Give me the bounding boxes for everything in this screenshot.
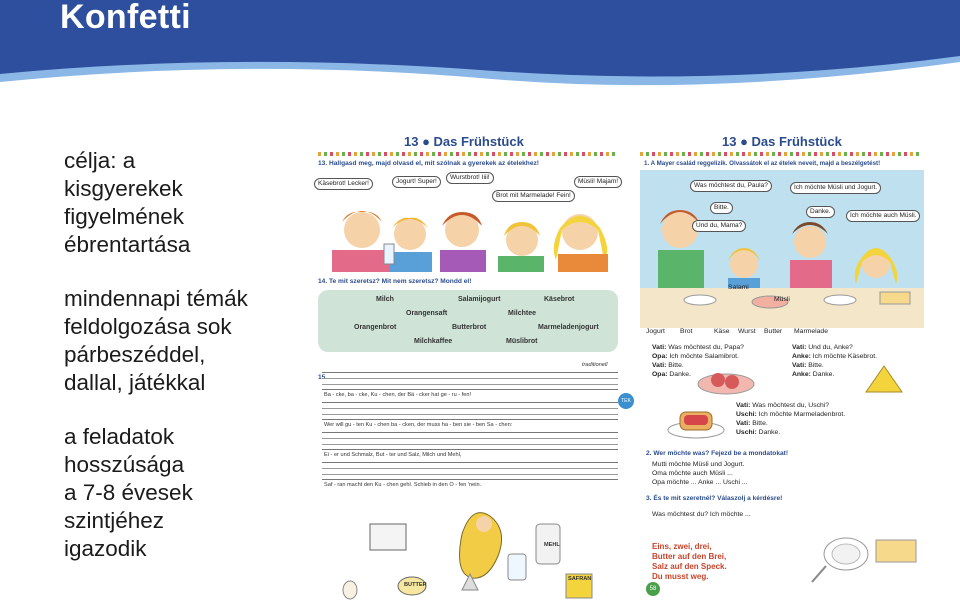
music-staff	[322, 402, 618, 420]
speaker: Vati:	[652, 344, 667, 351]
salami-plate-icon	[696, 366, 756, 396]
dialog-line	[736, 402, 829, 409]
food-word: Milchtee	[508, 310, 537, 317]
food-label: Marmelade	[794, 328, 828, 335]
children-illustration	[312, 200, 634, 272]
family-breakfast-illustration	[640, 170, 924, 328]
rhyme-line: Salz auf den Speck.	[652, 562, 727, 571]
page-number: 58	[646, 582, 660, 596]
song-credit: traditionell	[582, 362, 608, 368]
speaker: Vati:	[652, 362, 667, 369]
dialog-line	[792, 353, 877, 360]
task-15: 15.	[318, 374, 328, 381]
item-label: MEHL	[544, 542, 560, 548]
speaker: Anke:	[792, 353, 811, 360]
utterance: Ich möchte Marmeladenbrot.	[758, 411, 846, 418]
textbook-page-right	[636, 130, 926, 600]
speaker: Uschi:	[736, 429, 757, 436]
slide-title: Konfetti	[60, 0, 191, 36]
dotted-rule	[640, 152, 922, 156]
food-word: Käsebrot	[544, 296, 575, 303]
bullet-line: mindennapi témák	[64, 286, 248, 311]
task-1: 1. A Mayer család reggelizik. Olvassátok el az ételek neveit, majd a beszélgetést!	[644, 160, 881, 167]
baking-illustration	[312, 494, 634, 600]
song-lyric: Saf - ran macht den Ku - chen gehl. Schieb in den O - fen 'nein.	[324, 482, 482, 488]
music-staff	[322, 432, 618, 450]
utterance: Was möchtest du, Papa?	[668, 344, 744, 351]
bullet-line: hosszúsága	[64, 452, 185, 477]
dialog-line	[652, 362, 684, 369]
speaker: Uschi:	[736, 411, 757, 418]
rhyme-line: Du musst weg.	[652, 572, 709, 581]
food-word: Marmeladenjogurt	[538, 324, 599, 331]
speaker: Vati:	[736, 402, 751, 409]
rhyme-line: Butter auf den Brei,	[652, 552, 727, 561]
song-lyric: Ba - cke, ba - cke, Ku - chen, der Bä - cker hat ge - ru - fen!	[324, 392, 472, 398]
food-word: Salamijogurt	[458, 296, 501, 303]
bullet-line: párbeszéddel,	[64, 342, 206, 367]
dialog-line	[792, 344, 853, 351]
dialog-line	[736, 420, 768, 427]
rhyme	[652, 542, 727, 582]
speaker: Vati:	[736, 420, 751, 427]
bullet-item	[64, 285, 324, 397]
breakfast-table-illustration	[806, 526, 922, 586]
bullet-line: dallal, játékkal	[64, 370, 206, 395]
dialog-line	[652, 344, 744, 351]
utterance: Ich möchte Käsebrot.	[812, 353, 878, 360]
food-word: Milchkaffee	[414, 338, 453, 345]
food-word: Müslibrot	[506, 338, 538, 345]
bullet-line: célja: a	[64, 148, 136, 173]
textbook-page-left	[312, 130, 634, 600]
rhyme-line: Eins, zwei, drei,	[652, 542, 712, 551]
speech-bubble: Danke.	[806, 206, 835, 218]
exercise-line: Oma möchte auch Müsli ...	[652, 470, 733, 477]
cheese-icon	[864, 362, 904, 398]
dotted-rule	[318, 152, 618, 156]
bullet-list	[64, 147, 324, 589]
utterance: Danke.	[669, 371, 691, 378]
speech-bubble: Jogurt! Super!	[392, 176, 441, 188]
page-title-right: 13 ● Das Frühstück	[722, 134, 842, 149]
item-label: BUTTER	[404, 582, 427, 588]
dialog-line	[736, 411, 845, 418]
speech-bubble: Was möchtest du, Paula?	[690, 180, 772, 192]
bullet-item	[64, 423, 324, 563]
tek-badge: TEK	[618, 393, 634, 409]
speech-bubble: Wurstbrot! Iiii!	[446, 172, 494, 184]
bullet-line: szintjéhez	[64, 508, 165, 533]
speech-bubble: Brot mit Marmelade! Fein!	[492, 190, 575, 202]
speaker: Vati:	[792, 344, 807, 351]
bullet-line: kisgyerekek	[64, 176, 183, 201]
task-2: 2. Wer möchte was? Fejezd be a mondatokat!	[646, 450, 789, 457]
dialog-line	[652, 371, 691, 378]
dialog-line	[652, 353, 739, 360]
speaker: Vati:	[792, 362, 807, 369]
music-staff	[322, 372, 618, 390]
exercise-line: Was möchtest du? Ich möchte ...	[652, 511, 751, 518]
utterance: Danke.	[758, 429, 781, 436]
page-title-left: 13 ● Das Frühstück	[404, 134, 524, 149]
jam-bread-icon	[666, 406, 726, 440]
utterance: Danke.	[812, 371, 835, 378]
utterance: Bitte.	[752, 420, 768, 427]
exercise-line: Opa möchte ... Anke ... Uschi ...	[652, 479, 748, 486]
dialog-line	[792, 371, 834, 378]
bullet-line: igazodik	[64, 536, 147, 561]
bullet-line: ébrentartása	[64, 232, 191, 257]
item-label: SAFRAN	[568, 576, 592, 582]
music-staff	[322, 462, 618, 480]
header-band	[0, 0, 960, 92]
speaker: Opa:	[652, 353, 668, 360]
speaker: Anke:	[792, 371, 811, 378]
speech-bubble: Und du, Mama?	[692, 220, 746, 232]
task-3: 3. És te mit szeretnél? Válaszolj a kérdésre!	[646, 495, 783, 502]
food-label: Käse	[714, 328, 730, 335]
speech-bubble: Ich möchte Müsli und Jogurt.	[790, 182, 881, 194]
utterance: Was möchtest du, Uschi?	[752, 402, 830, 409]
task-13: 13. Hallgasd meg, majd olvasd el, mit szólnak a gyerekek az ételekhez!	[318, 160, 539, 167]
utterance: Bitte.	[668, 362, 684, 369]
food-word: Butterbrot	[452, 324, 487, 331]
utterance: Bitte.	[808, 362, 824, 369]
food-word-box	[318, 290, 618, 352]
exercise-line: Mutti möchte Müsli und Jogurt.	[652, 461, 745, 468]
bullet-line: a feladatok	[64, 424, 175, 449]
song-lyric: Wer will gu - ten Ku - chen ba - cken, der muss ha - ben sie - ben Sa - chen:	[324, 422, 513, 428]
utterance: Und du, Anke?	[808, 344, 853, 351]
speech-bubble: Käsebrot! Lecker!	[314, 178, 373, 190]
food-label: Wurst	[738, 328, 756, 335]
task-14: 14. Te mit szeretsz? Mit nem szeretsz? Mondd el!	[318, 278, 472, 285]
dialog-line	[736, 429, 780, 436]
food-word: Orangensaft	[406, 310, 448, 317]
speaker: Opa:	[652, 371, 668, 378]
utterance: Ich möchte Salamibrot.	[669, 353, 739, 360]
food-label: Jogurt	[646, 328, 665, 335]
food-label: Brot	[680, 328, 693, 335]
food-label: Müsli	[774, 296, 790, 303]
bullet-line: a 7-8 évesek	[64, 480, 193, 505]
speech-bubble: Ich möchte auch Müsli.	[846, 210, 920, 222]
dialog-line	[792, 362, 824, 369]
food-word: Milch	[376, 296, 394, 303]
bullet-item	[64, 147, 324, 259]
food-label: Salami	[728, 284, 749, 291]
song-lyric: Ei - er und Schmalz, But - ter und Salz, Milch und Mehl,	[324, 452, 462, 458]
bullet-line: feldolgozása sok	[64, 314, 232, 339]
speech-bubble: Bitte.	[710, 202, 733, 214]
bullet-line: figyelmének	[64, 204, 185, 229]
food-word: Orangenbrot	[354, 324, 397, 331]
food-label: Butter	[764, 328, 783, 335]
speech-bubble: Müsli! Majam!	[574, 176, 622, 188]
